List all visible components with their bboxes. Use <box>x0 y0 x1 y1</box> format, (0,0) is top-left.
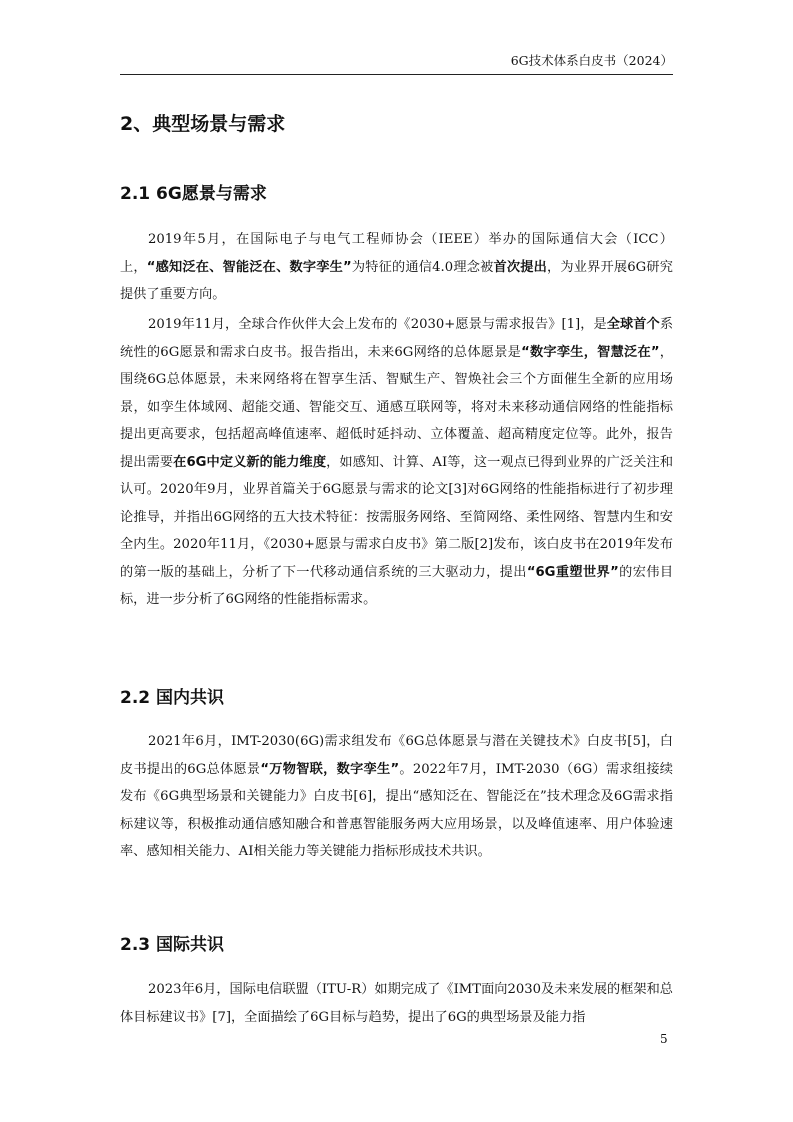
emphasis-text: 在6G中定义新的能力维度 <box>173 454 327 470</box>
emphasis-text: “感知泛在、智能泛在、数字孪生” <box>146 259 352 275</box>
emphasis-text: 全球首个 <box>606 317 660 332</box>
paragraph: 2019年5月，在国际电子与电气工程师协会（IEEE）举办的国际通信大会（ICC）上，“感知泛在、智能泛在、数字孪生”为特征的通信4.0理念被首次提出，为业界开展6G研究提供了重要方向。 <box>120 232 673 302</box>
paragraph: 2021年6月，IMT-2030(6G)需求组发布《6G总体愿景与潜在关键技术》白皮书[5]，白皮书提出的6G总体愿景“万物智联，数字孪生”。2022年7月，IMT-2030（6G）需求组接续发布《6G典型场景和关键能力》白皮书[6]，提出“感知泛在、智能泛在”技术理念及6G需求指标建议等，积极推动通信感知融合和普惠智能服务两大应用场景，以及峰值速率、用户体验速率、感知相关能力、AI相关能力等关键能力指标形成技术共识。 <box>120 734 673 859</box>
section-title: 2、典型场景与需求 <box>120 113 286 135</box>
emphasis-text: “数字孪生，智慧泛在” <box>521 344 660 360</box>
emphasis-text: 首次提出 <box>493 259 547 275</box>
subsection-title-2-2: 2.2 国内共识 <box>120 688 225 708</box>
subsection-title-2-3: 2.3 国际共识 <box>120 935 225 955</box>
header-title: 6G技术体系白皮书（2024） <box>510 53 673 68</box>
paragraph: 2023年6月，国际电信联盟（ITU-R）如期完成了《IMT面向2030及未来发展的框架和总体目标建议书》[7]，全面描绘了6G目标与趋势，提出了6G的典型场景及能力指 <box>120 982 673 1025</box>
emphasis-text: “万物智联，数字孪生” <box>260 761 400 777</box>
emphasis-text: “6G重塑世界” <box>526 564 619 580</box>
subsection-title-2-1: 2.1 6G愿景与需求 <box>120 184 267 204</box>
paragraph: 2019年11月，全球合作伙伴大会上发布的《2030+愿景与需求报告》[1]，是全球首个系统性的6G愿景和需求白皮书。报告指出，未来6G网络的总体愿景是“数字孪生，智慧泛在”，围绕6G总体愿景，未来网络将在智享生活、智赋生产、智焕社会三个方面催生全新的应用场景，如孪生体域网、超能交通、智能交互、通感互联网等，将对未来移动通信网络的性能指标提出更高要求，包括超高峰值速率、超低时延抖动、立体覆盖、超高精度定位等。此外，报告提出需要在6G中定义新的能力维度，如感知、计算、AI等，这一观点已得到业界的广泛关注和认可。2020年9月，业界首篇关于6G愿景与需求的论文[3]对6G网络的性能指标进行了初步理论推导，并指出6G网络的五大技术特征：按需服务网络、至简网络、柔性网络、智慧内生和安全内生。2020年11月，《2030+愿景与需求白皮书》第二版[2]发布，该白皮书在2019年发布的第一版的基础上，分析了下一代移动通信系统的三大驱动力，提出“6G重塑世界”的宏伟目标，进一步分析了6G网络的性能指标需求。 <box>120 317 674 607</box>
page-number: 5 <box>660 1032 668 1046</box>
page-header <box>120 52 673 75</box>
